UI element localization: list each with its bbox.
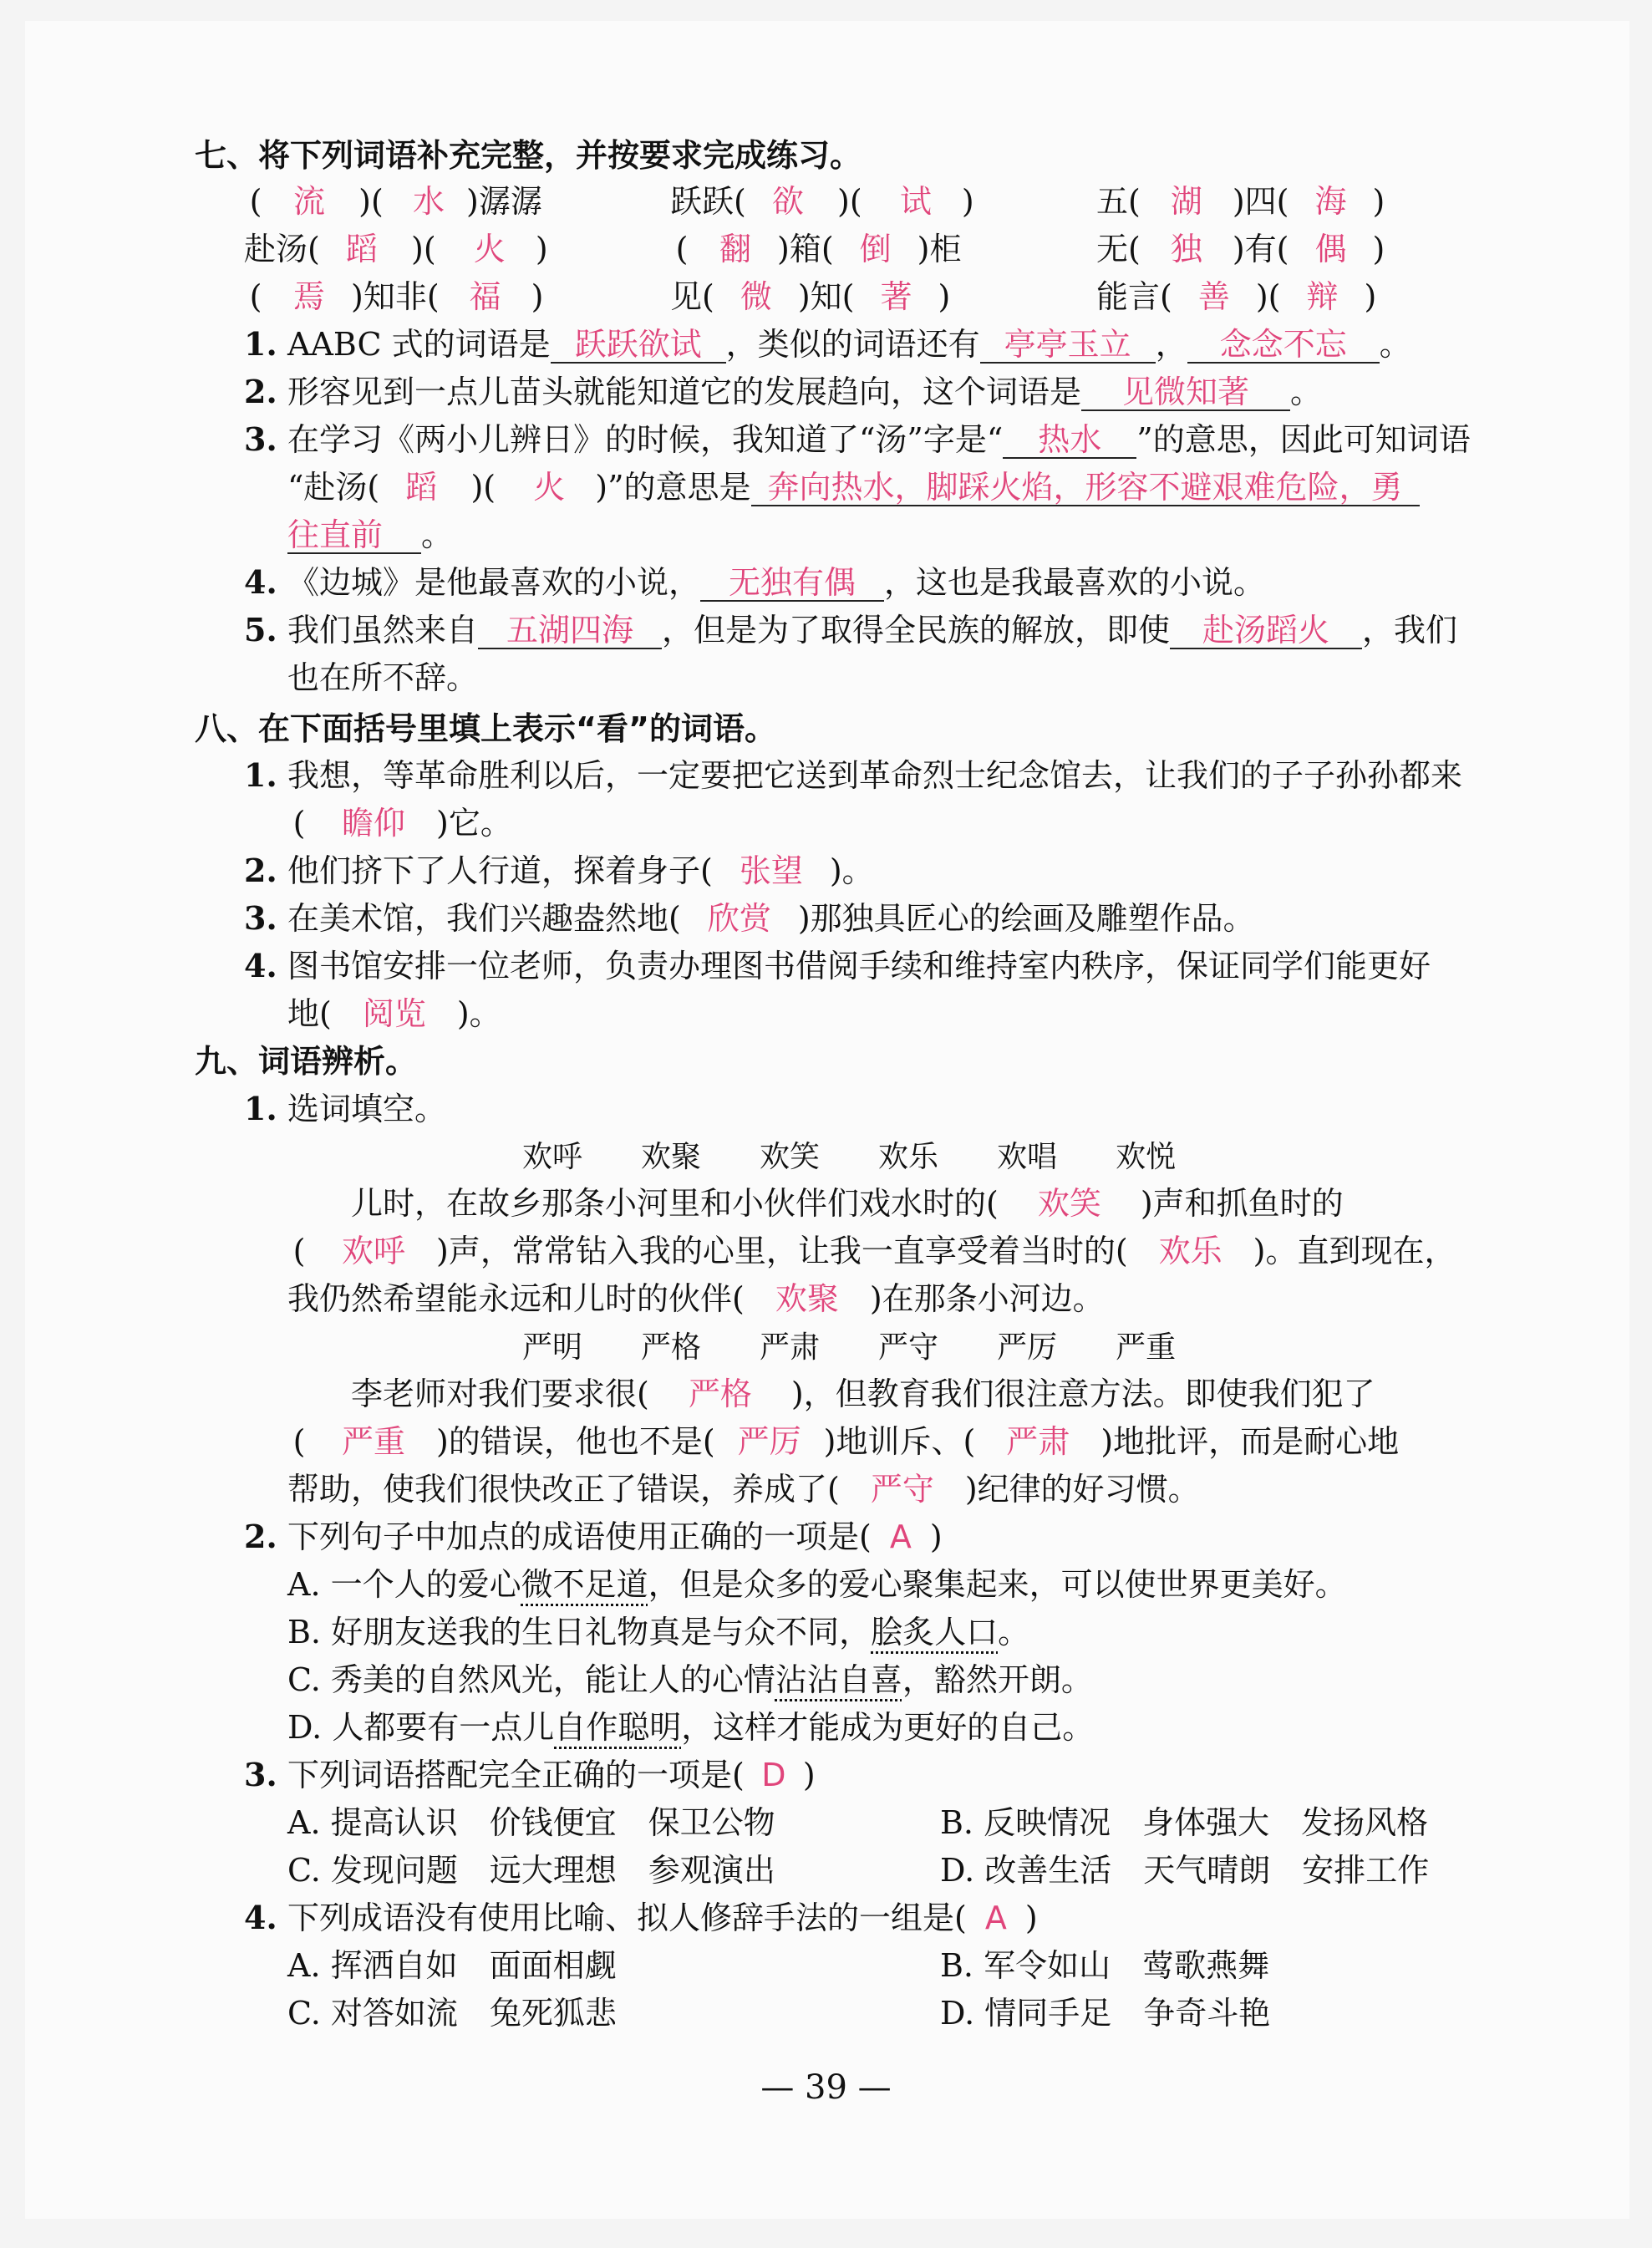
- word-bank-2: 严明 严格 严肃 严守 严厉 严重: [522, 1330, 1177, 1365]
- question-7-5: 5. 我们虽然来自 五湖四海 ，但是为了取得全民族的解放，即使 赴汤蹈火 ，我们: [244, 611, 1458, 648]
- option-9-4-d: D. 情同手足 争奇斗艳: [940, 1995, 1271, 2032]
- question-9-4: 4. 下列成语没有使用比喻、拟人修辞手法的一组是( A ): [244, 1899, 1038, 1936]
- option-9-3-b: B. 反映情况 身体强大 发扬风格: [940, 1804, 1429, 1841]
- option-9-2-c: C. 秀美的自然风光，能让人的心情沾沾自喜，豁然开朗。: [287, 1661, 1093, 1698]
- section-8-title: 八、在下面括号里填上表示“看”的词语。: [195, 710, 776, 747]
- question-8-1: 1. 我想，等革命胜利以后，一定要把它送到革命烈士纪念馆去，让我们的子子孙孙都来: [244, 756, 1463, 794]
- question-8-2: 2. 他们挤下了人行道，探着身子( 张望 )。: [244, 852, 874, 889]
- question-7-4: 4. 《边城》是他最喜欢的小说， 无独有偶 ，这也是我最喜欢的小说。: [244, 563, 1266, 601]
- question-9-1: 1. 选词填空。: [244, 1090, 447, 1127]
- option-9-4-b: B. 军令如山 莺歌燕舞: [940, 1947, 1270, 1984]
- section-9-title: 九、词语辨析。: [195, 1043, 418, 1080]
- option-9-2-d: D. 人都要有一点儿自作聪明，这样才能成为更好的自己。: [287, 1709, 1095, 1746]
- question-9-3: 3. 下列词语搭配完全正确的一项是( D ): [244, 1756, 816, 1793]
- fill-row-2: 赴汤( 蹈 )( 火 ): [244, 231, 548, 267]
- option-9-4-c: C. 对答如流 兔死狐悲: [287, 1995, 617, 2032]
- page-number: — 39 —: [760, 2068, 892, 2107]
- paragraph-2: 李老师对我们要求很( 严格 )，但教育我们很注意方法。即使我们犯了: [351, 1376, 1375, 1412]
- section-7-title: 七、将下列词语补充完整，并按要求完成练习。: [195, 137, 862, 174]
- question-8-4: 4. 图书馆安排一位老师，负责办理图书借阅手续和维持室内秩序，保证同学们能更好: [244, 947, 1431, 984]
- paragraph-1: 儿时，在故乡那条小河里和小伙伴们戏水时的( 欢笑 )声和抓鱼时的: [351, 1185, 1344, 1222]
- option-9-3-d: D. 改善生活 天气晴朗 安排工作: [940, 1852, 1430, 1889]
- question-8-3: 3. 在美术馆，我们兴趣盎然地( 欣赏 )那独具匠心的绘画及雕塑作品。: [244, 899, 1255, 937]
- option-9-3-a: A. 提高认识 价钱便宜 保卫公物: [287, 1804, 775, 1841]
- fill-row-1: ( 流 )( 水 )潺潺: [249, 183, 542, 220]
- question-7-2: 2. 形容见到一点儿苗头就能知道它的发展趋向，这个词语是 见微知著 。: [244, 373, 1323, 410]
- question-9-2: 2. 下列句子中加点的成语使用正确的一项是( A ): [244, 1518, 943, 1555]
- option-9-3-c: C. 发现问题 远大理想 参观演出: [287, 1852, 775, 1889]
- option-9-2-b: B. 好朋友送我的生日礼物真是与众不同，脍炙人口。: [287, 1614, 1030, 1650]
- option-9-4-a: A. 挥洒自如 面面相觑: [287, 1947, 617, 1984]
- question-7-3: 3. 在学习《两小儿辨日》的时候，我知道了“汤”字是“ 热水 ”的意思，因此可知词语: [244, 420, 1471, 458]
- fill-row-3: ( 焉 )知非( 福 ): [249, 278, 544, 315]
- word-bank-1: 欢呼 欢聚 欢笑 欢乐 欢唱 欢悦: [522, 1140, 1177, 1174]
- option-9-2-a: A. 一个人的爱心微不足道，但是众多的爱心聚集起来，可以使世界更美好。: [287, 1566, 1347, 1603]
- question-7-1: 1. AABC 式的词语是 跃跃欲试 ，类似的词语还有 亭亭玉立 ， 念念不忘 。: [244, 325, 1411, 363]
